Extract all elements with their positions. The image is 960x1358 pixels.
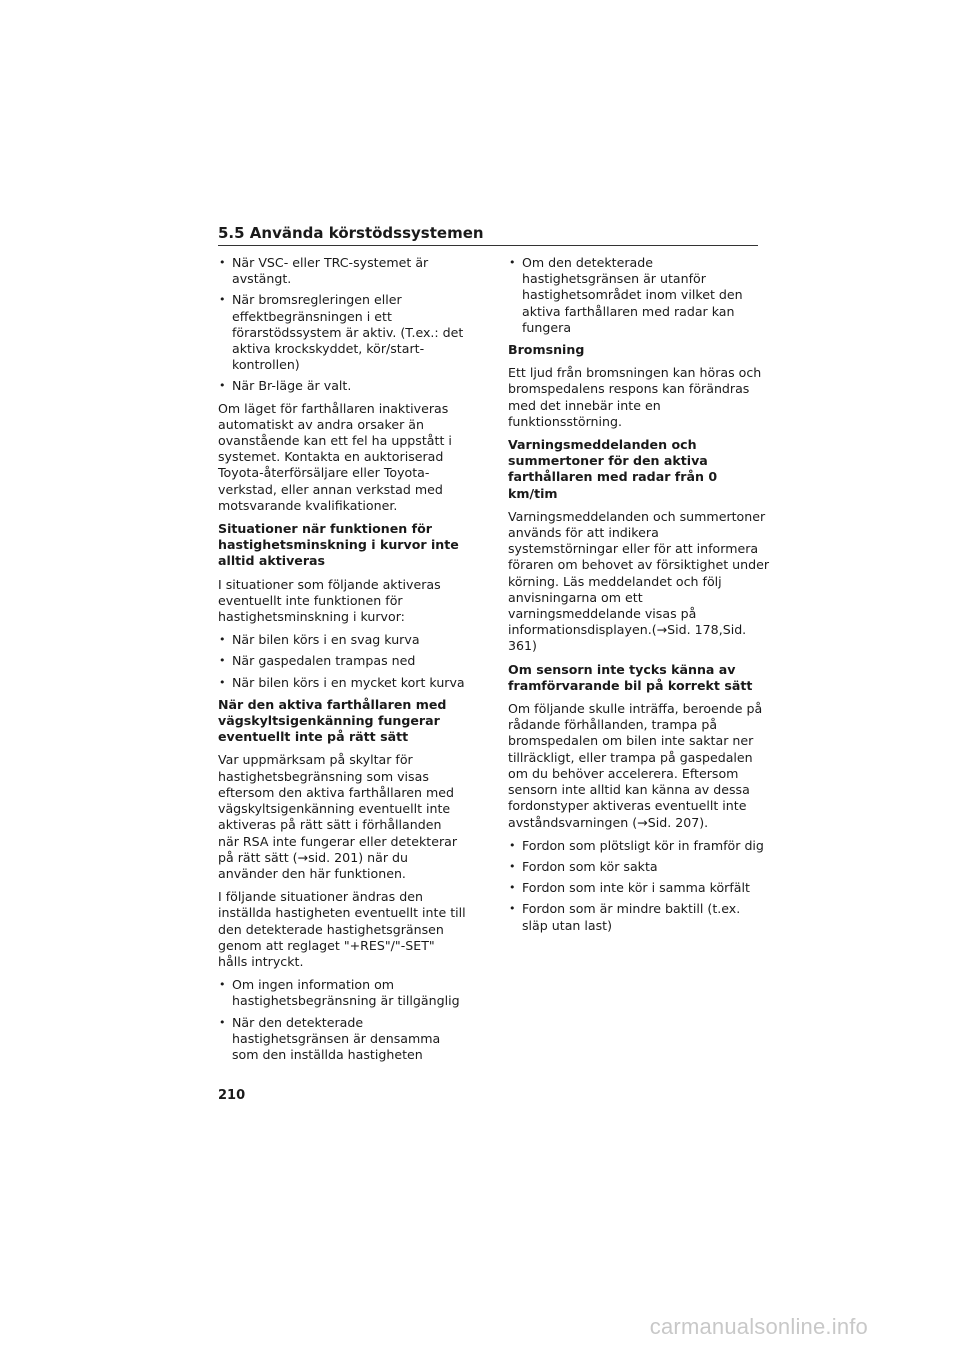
subheading: Varningsmeddelanden och summertoner för den aktiva farthållaren med radar från 0 km/tim	[508, 437, 718, 501]
page-number: 210	[218, 1088, 246, 1103]
paragraph: Var uppmärksam på skyltar för hastighetsbegränsning som visas eftersom den aktiva farthållaren med vägskyltsigenkänning eventuellt inte aktiveras på rätt sätt i förhållanden när RSA inte fungerar eller detekterar på rätt sätt (→sid. 201) när du använder den här funktionen.	[218, 752, 458, 881]
paragraph: Om följande skulle inträffa, beroende på rådande förhållanden, trampa på bromspedalen om bilen inte saktar ner tillräckligt, eller trampa på gaspedalen om du behöver accelerera. Eftersom sensorn inte alltid kan känna av dessa fordonstyper aktiveras eventuellt inte avståndsvarningen (→Sid. 207).	[508, 701, 763, 830]
list-item: • När Br-läge är valt.	[218, 378, 466, 394]
list-item: • När bilen körs i en mycket kort kurva	[218, 675, 466, 691]
list-item: • När gaspedalen trampas ned	[218, 653, 466, 669]
list-item: • När bilen körs i en svag kurva	[218, 632, 466, 648]
right-column	[508, 255, 770, 940]
subheading: Om sensorn inte tycks känna av framförvarande bil på korrekt sätt	[508, 661, 753, 693]
list-item: • Fordon som är mindre baktill (t.ex. släp utan last)	[508, 901, 770, 933]
bullet-list	[218, 977, 466, 1063]
subheading: Situationer när funktionen för hastighetsminskning i kurvor inte alltid aktiveras	[218, 521, 459, 569]
subheading: Bromsning	[508, 342, 585, 358]
list-item: • Om ingen information om hastighetsbegränsning är tillgänglig	[218, 977, 466, 1009]
paragraph: Varningsmeddelanden och summertoner används för att indikera systemstörningar eller för att informera föraren om behovet av försiktighet under körning. Läs meddelandet och följ anvisningarna om ett varningsmeddelande visas på informationsdisplayen.(→Sid. 178,Sid. 361)	[508, 508, 770, 654]
bullet-list	[508, 838, 770, 934]
section-title: 5.5 Använda körstödssystemen	[218, 224, 484, 242]
section-header	[218, 224, 758, 246]
bullet-list	[218, 632, 466, 691]
paragraph: Ett ljud från bromsningen kan höras och bromspedalens respons kan förändras med det innebär inte en funktionsstörning.	[508, 365, 762, 429]
bullet-list	[218, 255, 466, 395]
watermark: carmanualsonline.info	[649, 1314, 868, 1339]
header-divider	[218, 245, 758, 246]
left-column	[218, 255, 466, 1069]
list-item: • Fordon som plötsligt kör in framför dig	[508, 838, 770, 854]
paragraph: I följande situationer ändras den inställda hastigheten eventuellt inte till den detekterade hastighetsgränsen genom att reglaget "+RES"/"-SET" hålls intryckt.	[218, 889, 466, 969]
list-item: • Fordon som kör sakta	[508, 859, 770, 875]
list-item: • När VSC- eller TRC-systemet är avstängt.	[218, 255, 466, 287]
list-item: • När bromsregleringen eller effektbegränsningen i ett förarstödssystem är aktiv. (T.ex.: det aktiva krockskyddet, kör/start-kontrollen)	[218, 292, 466, 373]
list-item: • Om den detekterade hastighetsgränsen är utanför hastighetsområdet inom vilket den aktiva farthållaren med radar kan fungera	[508, 255, 770, 336]
subheading: När den aktiva farthållaren med vägskyltsigenkänning fungerar eventuellt inte på rätt sätt	[218, 696, 447, 745]
bullet-list	[508, 255, 770, 336]
list-item: • När den detekterade hastighetsgränsen är densamma som den inställda hastigheten	[218, 1015, 466, 1064]
paragraph: Om läget för farthållaren inaktiveras automatiskt av andra orsaker än ovanstående kan ett fel ha uppstått i systemet. Kontakta en auktoriserad Toyota-återförsäljare eller Toyota-verkstad, eller annan verkstad med motsvarande kvalifikationer.	[218, 400, 452, 513]
paragraph: I situationer som följande aktiveras eventuellt inte funktionen för hastighetsminskning i kurvor:	[218, 576, 441, 625]
list-item: • Fordon som inte kör i samma körfält	[508, 880, 770, 896]
